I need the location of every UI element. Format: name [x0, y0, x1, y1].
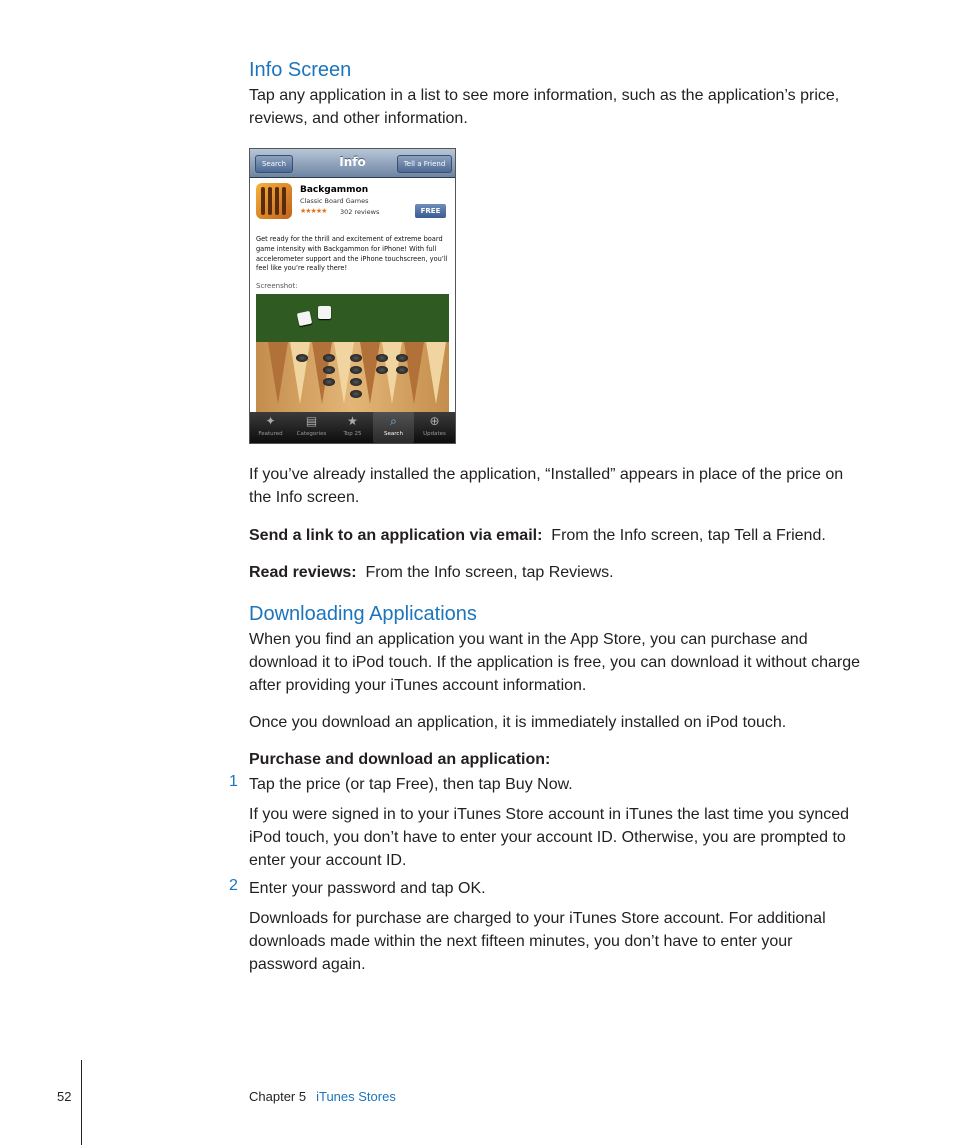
- step-note: Downloads for purchase are charged to your iTunes Store account. For additional downloads made within the next fifteen minutes, you don’t have to enter your password again.: [249, 910, 826, 973]
- send-link-paragraph: [249, 524, 861, 547]
- task-title: Purchase and download an application:: [249, 751, 551, 768]
- navigation-bar: [250, 149, 455, 178]
- send-link-text: From the Info screen, tap Tell a Friend.: [551, 527, 826, 544]
- nav-title: Info: [339, 155, 366, 169]
- once-installed-note: Once you download an application, it is immediately installed on iPod touch.: [249, 714, 787, 731]
- tab-featured[interactable]: ✦ Featured: [250, 412, 291, 443]
- price-button[interactable]: FREE: [415, 204, 446, 218]
- tab-bar: [250, 412, 455, 443]
- chapter-name: iTunes Stores: [316, 1089, 396, 1104]
- read-reviews-text: From the Info screen, tap Reviews.: [365, 564, 614, 581]
- tab-categories[interactable]: ▤ Categories: [291, 412, 332, 443]
- step-number: 1: [229, 773, 238, 790]
- tab-updates[interactable]: ⊕ Updates: [414, 412, 455, 443]
- search-icon: ⌕: [390, 414, 397, 428]
- featured-icon: ✦: [265, 414, 276, 428]
- star-rating: ★★★★★: [300, 207, 327, 215]
- installed-note: If you’ve already installed the application, “Installed” appears in place of the price on the Info screen.: [249, 466, 844, 506]
- die-icon: [318, 306, 331, 319]
- downloading-intro: When you find an application you want in the App Store, you can purchase and download it to iPod touch. If the application is free, you can download it without charge after providing your iTunes account information.: [249, 631, 861, 694]
- updates-icon: ⊕: [429, 414, 440, 428]
- app-name: Backgammon: [300, 185, 369, 195]
- die-icon: [297, 311, 312, 326]
- screenshot-label: Screenshot:: [256, 282, 298, 290]
- step-text: Tap the price (or tap Free), then tap Buy Now.: [249, 776, 573, 793]
- footer-chapter: [249, 1089, 396, 1104]
- review-count[interactable]: 302 reviews: [340, 208, 380, 216]
- section-heading-downloading: Downloading Applications: [249, 603, 477, 625]
- tab-top-25[interactable]: ★ Top 25: [332, 412, 373, 443]
- backgammon-app-icon: [256, 183, 292, 219]
- page-number: 52: [57, 1089, 72, 1104]
- search-back-button[interactable]: Search: [255, 155, 293, 173]
- star-icon: ★: [347, 414, 358, 428]
- read-reviews-label: Read reviews:: [249, 564, 357, 581]
- chapter-label: Chapter 5: [249, 1089, 307, 1104]
- step-note: If you were signed in to your iTunes Store account in iTunes the last time you synced iPod touch, you don’t have to enter your account ID. Otherwise, you are prompted to enter your account ID.: [249, 806, 850, 869]
- app-description: Get ready for the thrill and excitement of extreme board game intensity with Backgammon for iPhone! With full accelerometer support and the iPhone touchscreen, you’ll feel like you’re really there!: [256, 235, 448, 273]
- read-reviews-paragraph: [249, 561, 861, 584]
- app-category: Classic Board Games: [300, 197, 369, 205]
- send-link-label: Send a link to an application via email:: [249, 527, 543, 544]
- info-screen-intro: Tap any application in a list to see more information, such as the application’s price, reviews, and other information.: [249, 87, 840, 127]
- tab-search[interactable]: ⌕ Search: [373, 412, 414, 443]
- section-heading-info-screen: Info Screen: [249, 59, 352, 81]
- step-number: 2: [229, 877, 238, 894]
- app-info-screenshot: [249, 148, 456, 444]
- footer-divider: [81, 1060, 82, 1145]
- tell-a-friend-button[interactable]: Tell a Friend: [397, 155, 452, 173]
- step-text: Enter your password and tap OK.: [249, 880, 486, 897]
- backgammon-screenshot: [256, 294, 449, 412]
- categories-icon: ▤: [305, 414, 318, 428]
